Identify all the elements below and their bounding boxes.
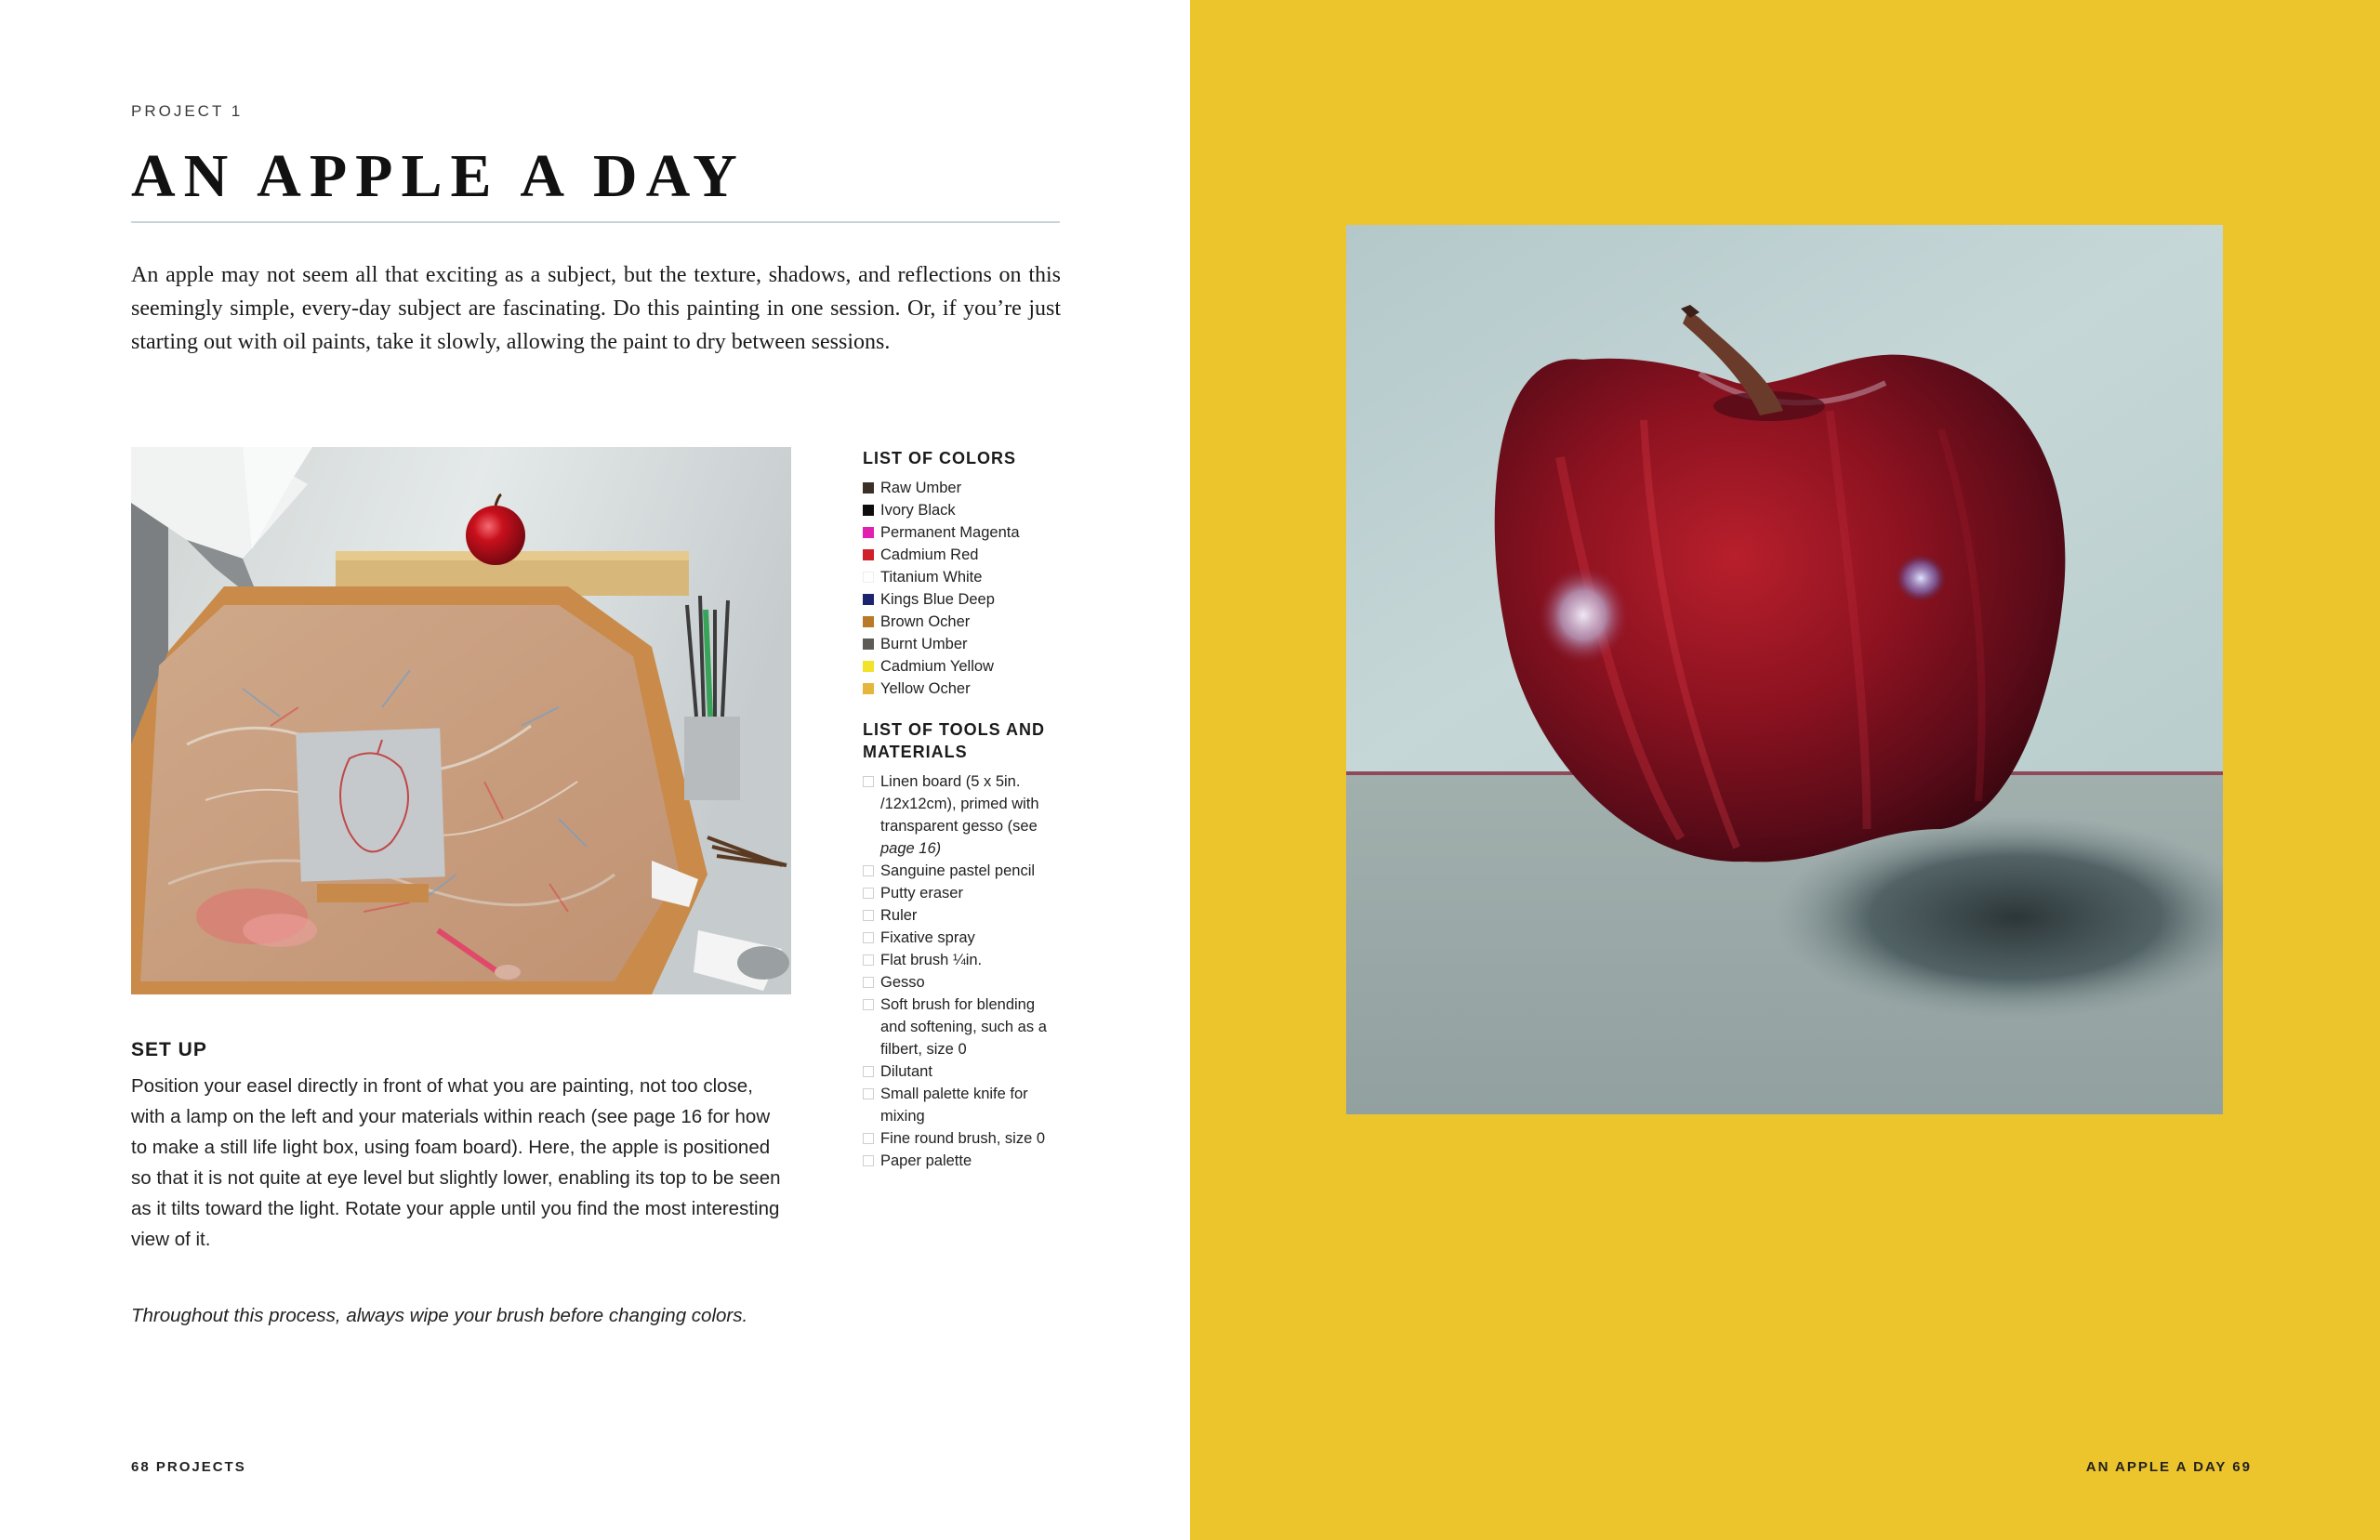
tool-text: Fixative spray — [880, 929, 975, 946]
color-swatch — [863, 616, 874, 627]
page-title: AN APPLE A DAY — [131, 142, 746, 210]
checkbox-icon — [863, 932, 874, 943]
checkbox-icon — [863, 865, 874, 876]
easel-setup-photo — [131, 447, 791, 994]
tools-heading-line: MATERIALS — [863, 743, 968, 761]
list-item — [863, 1083, 1067, 1127]
tool-text: Flat brush ¼in. — [880, 952, 983, 968]
right-page — [1190, 0, 2380, 1540]
tool-text: page 16) — [880, 840, 942, 857]
color-swatch — [863, 572, 874, 583]
color-swatch — [863, 505, 874, 516]
tool-text: and softening, such as a — [880, 1019, 1047, 1035]
color-swatch — [863, 527, 874, 538]
apple-painting — [1346, 225, 2223, 1114]
setup-paragraph: Position your easel directly in front of what you are painting, not too close, with a lamp on the left and your materials within reach (see page 16 for how to make a still life light box, using foam board). Here, the apple is positioned so that it is not quite at eye level but slightly lower, enabling its top to be seen as it tilts toward the light. Rotate your apple until you find the most interesting view of it. — [131, 1075, 781, 1250]
page-folio-left: 68 PROJECTS — [131, 1459, 246, 1475]
list-item — [863, 655, 1067, 678]
tool-text: Soft brush for blending — [880, 996, 1036, 1013]
list-item — [863, 633, 1067, 655]
setup-heading: SET UP — [131, 1039, 207, 1060]
tool-text: Small palette knife for — [880, 1086, 1028, 1102]
color-name: Brown Ocher — [880, 613, 971, 630]
tool-text: Paper palette — [880, 1152, 972, 1169]
list-item — [863, 770, 1067, 860]
project-label: PROJECT 1 — [131, 102, 244, 120]
checkbox-icon — [863, 1066, 874, 1077]
tip-text: Throughout this process, always wipe your brush before changing colors. — [131, 1305, 748, 1326]
color-name: Cadmium Red — [880, 546, 979, 563]
colors-heading: LIST OF COLORS — [863, 449, 1016, 467]
tool-text: Fine round brush, size 0 — [880, 1130, 1046, 1147]
tool-text: filbert, size 0 — [880, 1041, 967, 1058]
color-swatch — [863, 594, 874, 605]
color-name: Yellow Ocher — [880, 680, 971, 697]
list-item — [863, 678, 1067, 700]
tools-heading-line: LIST OF TOOLS AND — [863, 720, 1045, 739]
checkbox-icon — [863, 910, 874, 921]
color-name: Raw Umber — [880, 480, 962, 496]
checkbox-icon — [863, 999, 874, 1010]
color-swatch — [863, 549, 874, 560]
color-name: Ivory Black — [880, 502, 956, 519]
list-item — [863, 994, 1067, 1060]
checkbox-icon — [863, 977, 874, 988]
list-item — [863, 499, 1067, 521]
checkbox-icon — [863, 1088, 874, 1099]
color-name: Permanent Magenta — [880, 524, 1020, 541]
color-swatch — [863, 683, 874, 694]
list-item — [863, 1150, 1067, 1172]
intro-paragraph: An apple may not seem all that exciting as a subject, but the texture, shadows, and reflections on this seemingly simple, every-day subject are fascinating. Do this painting in one session. Or, if you’re just starting out with oil paints, take it slowly, allowing the paint to dry between sessions. — [131, 263, 1061, 354]
color-name: Kings Blue Deep — [880, 591, 995, 608]
colors-list — [863, 477, 1067, 700]
tools-heading — [863, 718, 1067, 763]
tool-text: Sanguine pastel pencil — [880, 862, 1036, 879]
tool-text: Gesso — [880, 974, 925, 991]
color-swatch — [863, 638, 874, 650]
list-item — [863, 477, 1067, 499]
color-name: Cadmium Yellow — [880, 658, 994, 675]
list-item — [863, 904, 1067, 927]
list-item — [863, 882, 1067, 904]
list-item — [863, 588, 1067, 611]
list-item — [863, 544, 1067, 566]
list-item — [863, 860, 1067, 882]
color-swatch — [863, 482, 874, 494]
checkbox-icon — [863, 1155, 874, 1166]
list-item — [863, 1060, 1067, 1083]
list-item — [863, 927, 1067, 949]
color-name: Titanium White — [880, 569, 983, 586]
list-item — [863, 949, 1067, 971]
list-item — [863, 971, 1067, 994]
tool-text: Dilutant — [880, 1063, 932, 1080]
tool-text: Linen board (5 x 5in. — [880, 773, 1021, 790]
list-item — [863, 521, 1067, 544]
tool-text: Putty eraser — [880, 885, 963, 902]
tool-text: transparent gesso (see — [880, 818, 1038, 835]
tool-text: Ruler — [880, 907, 918, 924]
checkbox-icon — [863, 1133, 874, 1144]
checkbox-icon — [863, 776, 874, 787]
color-swatch — [863, 661, 874, 672]
page-folio-right: AN APPLE A DAY 69 — [2085, 1459, 2252, 1475]
list-item — [863, 611, 1067, 633]
list-item — [863, 1127, 1067, 1150]
list-item — [863, 566, 1067, 588]
color-name: Burnt Umber — [880, 636, 968, 652]
tools-list — [863, 770, 1067, 1172]
materials-lists — [863, 447, 1067, 1172]
tool-text: /12x12cm), primed with — [880, 796, 1039, 812]
checkbox-icon — [863, 888, 874, 899]
checkbox-icon — [863, 954, 874, 966]
tool-text: mixing — [880, 1108, 925, 1125]
title-divider — [131, 221, 1060, 223]
